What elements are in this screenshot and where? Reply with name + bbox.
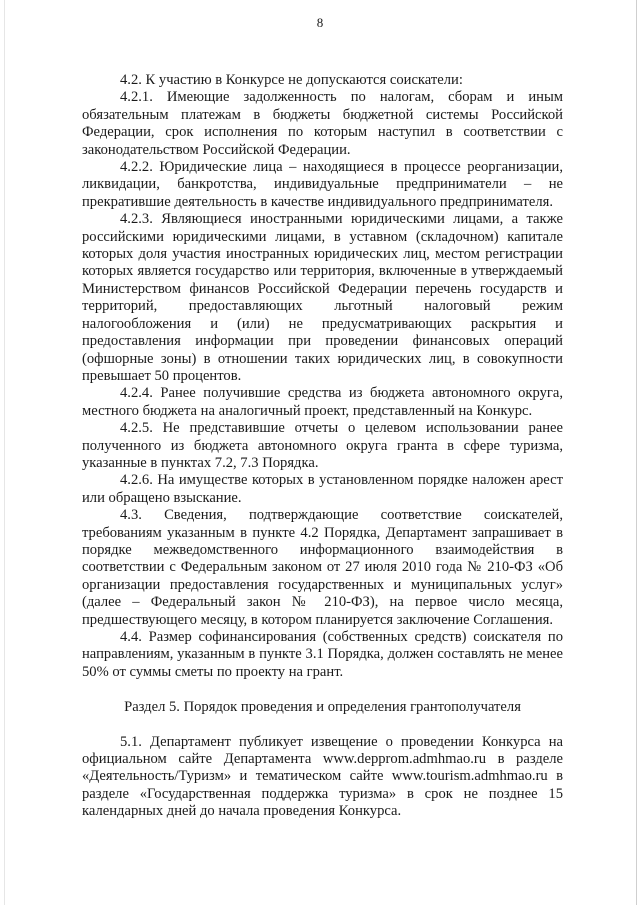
paragraph-4-2-4: 4.2.4. Ранее получившие средства из бюджета автономного округа, местного бюджета на аналогичный проект, представленный на Конкурс. (82, 385, 563, 419)
scan-edge-right (636, 0, 637, 905)
paragraph-4-2: 4.2. К участию в Конкурсе не допускаются соискатели: (120, 72, 463, 88)
section-title: Раздел 5. Порядок проведения и определения грантополучателя (124, 699, 521, 716)
paragraph-4-2-5: 4.2.5. Не представившие отчеты о целевом использовании ранее полученного из бюджета автономного округа гранта в сфере туризма, указанные в пунктах 7.2, 7.3 Порядка. (82, 420, 563, 471)
paragraph-5-1: 5.1. Департамент публикует извещение о проведении Конкурса на официальном сайте Департамента www.depprom.admhmao.ru в разделе «Деятельность/Туризм» и тематическом сайте www.tourism.admhmao.ru в разделе «Государственная поддержка туризма» в срок не позднее 15 календарных дней до начала проведения Конкурса. (82, 733, 563, 820)
paragraph-4-3: 4.3. Сведения, подтверждающие соответствие соискателей, требованиям указанным в пункте 4.2 Порядка, Департамент запрашивает в порядке межведомственного информационного взаимодействия в соответствии с Федеральным законом от 27 июля 2010 года № 210-ФЗ «Об организации предоставления государственных и муниципальных услуг» (далее – Федеральный закон № 210-ФЗ), на первое число месяца, предшествующего месяцу, в котором планируется заключение Соглашения. (82, 507, 563, 628)
paragraph-4-2-6: 4.2.6. На имуществе которых в установленном порядке наложен арест или обращено взыскание. (82, 472, 563, 506)
paragraph-4-2-2: 4.2.2. Юридические лица – находящиеся в процессе реорганизации, ликвидации, банкротства, индивидуальные предприниматели – не прекратившие деятельность в качестве индивидуального предпринимателя. (82, 159, 563, 210)
scan-edge-left (4, 0, 5, 905)
paragraph-4-4: 4.4. Размер софинансирования (собственных средств) соискателя по направлениям, указанным в пункте 3.1 Порядка, должен составлять не менее 50% от суммы сметы по проекту на грант. (82, 629, 563, 680)
paragraph-4-2-3: 4.2.3. Являющиеся иностранными юридическими лицами, а также российскими юридическими лицами, в уставном (складочном) капитале которых доля участия иностранных юридических лиц, местом регистрации которых является государство или территория, включенные в утверждаемый Министерством финансов Российской Федерации перечень государств и территорий, предоставляющих льготный налоговый режим налогообложения и (или) не предусматривающих раскрытия и предоставления информации при проведении финансовых операций (офшорные зоны) в отношении таких юридических лиц, в совокупности превышает 50 процентов. (82, 211, 563, 384)
page-number: 8 (316, 15, 324, 30)
paragraph-4-2-1: 4.2.1. Имеющие задолженность по налогам, сборам и иным обязательным платежам в бюджеты бюджетной системы Российской Федерации, срок исполнения по которым наступил в соответствии с законодательством Российской Федерации. (82, 89, 563, 158)
document-body (82, 72, 563, 821)
